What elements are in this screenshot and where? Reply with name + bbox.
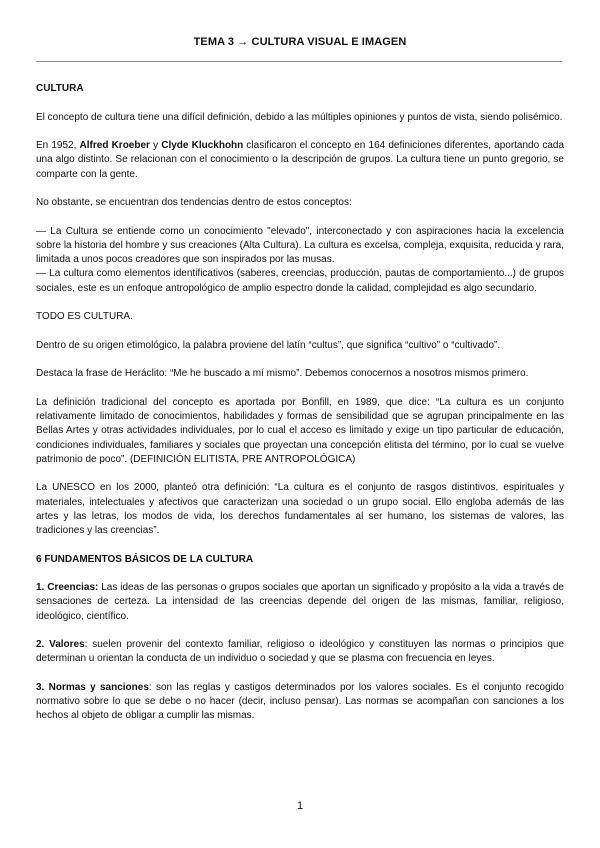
document-body — [36, 82, 564, 724]
item-label: 1. Creencias: — [36, 582, 99, 594]
paragraph: La UNESCO en los 2000, planteó otra definición: “La cultura es el conjunto de rasgos distintivos, espirituales y materiales, intelectuales y afectivos que caracterizan una sociedad o un grupo social. Ello engloba además de las artes y las letras, los modos de vida, los derechos fundamentales al ser humano, los sistemas de valores, las tradiciones y las creencias”. — [36, 482, 564, 536]
paragraph: Dentro de su origen etimológico, la palabra proviene del latín “cultus”, que significa “cultivo” o “cultivado”. — [36, 339, 501, 351]
item-label: 3. Normas y sanciones — [36, 681, 149, 693]
list-item — [36, 638, 564, 666]
paragraph — [36, 139, 564, 182]
paragraph: La definición tradicional del concepto es aportada por Bonfill, en 1989, que dice: “La cultura es un conjunto relativamente limitado de conocimientos, habilidades y formas de sensibilidad que se agrupan principalmente en las Bellas Artes y otras actividades individuales, por lo cual el acceso es limitado y exige un tipo particular de educación, condiciones individuales, familiares y sociales que proyectan una concepción elitista del término, por lo cual se vuelve patrimonio de poco”. (DEFINICIÓN ELITISTA, PRE ANTROPOLÓGICA) — [36, 396, 564, 465]
section-heading-fundamentos: 6 FUNDAMENTOS BÁSICOS DE LA CULTURA — [36, 553, 254, 565]
text-run: En 1952, — [36, 140, 80, 152]
item-text: : son las reglas y castigos determinados por los valores sociales. Es el conjunto recogido normativo sobre lo que se debe o no hacer (decir, incluso pensar). Las normas se acompañan con sanciones a los hechos al objeto de obligar a cumplir las mismas. — [36, 681, 564, 722]
text-run: y — [149, 140, 162, 152]
document-title: TEMA 3 → CULTURA VISUAL E IMAGEN — [193, 36, 407, 48]
author-name: Clyde Kluckhohn — [161, 140, 244, 152]
item-text: Las ideas de las personas o grupos sociales que aportan un significado y propósito a la vida a través de sensaciones de certeza. La intensidad de las creencias depende del origen de las mismas, familiar, religioso, ideológico, científico. — [36, 582, 564, 622]
paragraph: El concepto de cultura tiene una difícil definición, debido a las múltiples opiniones y puntos de vista, siendo polisémico. — [36, 111, 563, 123]
paragraph: — La cultura como elementos identificativos (saberes, creencias, producción, pautas de comportamiento...) de grupos sociales, este es un enfoque antropológico de amplio espectro donde la calidad, complejidad es algo secundario. — [36, 268, 564, 294]
page-number: 1 — [296, 800, 304, 812]
list-item — [36, 681, 564, 724]
section-heading-cultura: CULTURA — [36, 83, 84, 94]
item-text: : suelen provenir del contexto familiar, religioso o ideológico y constituyen las normas o principios que determinan u orientan la conducta de un individuo o sociedad y que se plasma con frecuencia en leyes. — [36, 639, 565, 665]
header-divider — [36, 61, 562, 62]
item-label: 2. Valores — [36, 639, 85, 651]
text-run: clasificaron el concepto en 164 definiciones diferentes, aportando cada una algo distinto. Se relacionan con el conocimiento o la descripción de grupos. La cultura tiene un punto gregorio, se comparte con la gente. — [36, 140, 565, 180]
paragraph: — La Cultura se entiende como un conocimiento "elevado", interconectado y con aspiraciones hacia la excelencia sobre la historia del hombre y sus creaciones (Alta Cultura). La cultura es excelsa, compleja, exquisita, reducida y rara, limitada a unos pocos creadores que son inspirados por las musas. — [36, 225, 564, 266]
paragraph: Destaca la frase de Heráclito: “Me he buscado a mí mismo”. Debemos conocernos a nosotros mismos primero. — [36, 368, 529, 380]
paragraph: TODO ES CULTURA. — [36, 311, 133, 323]
list-item — [36, 581, 564, 624]
author-name: Alfred Kroeber — [79, 140, 150, 152]
paragraph: No obstante, se encuentran dos tendencias dentro de estos conceptos: — [36, 197, 352, 209]
